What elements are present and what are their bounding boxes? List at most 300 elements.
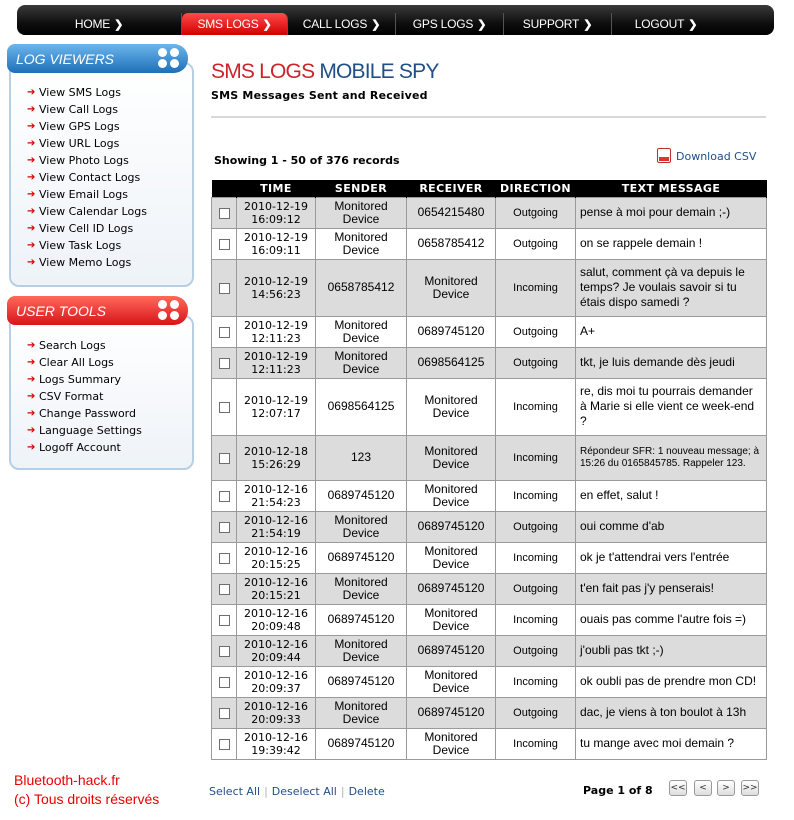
receiver-cell xyxy=(407,228,496,259)
direction-cell: Outgoing xyxy=(496,511,576,542)
direction-cell: Outgoing xyxy=(496,573,576,604)
page-subtitle: SMS Messages Sent and Received xyxy=(211,89,428,102)
time-date: 2010-12-16 xyxy=(244,513,308,527)
table-row xyxy=(212,666,767,697)
receiver-value: Device xyxy=(432,742,470,757)
arrow-right-icon: ➔ xyxy=(27,189,36,200)
log-viewers-panel xyxy=(9,62,194,287)
message-cell: oui comme d'ab xyxy=(576,511,767,542)
user-tools-title: USER TOOLS xyxy=(16,302,106,319)
sender-cell xyxy=(316,728,407,759)
row-checkbox[interactable] xyxy=(219,208,230,219)
delete-link[interactable]: Delete xyxy=(348,785,385,798)
row-checkbox[interactable] xyxy=(219,615,230,626)
nav-logout-label: LOGOUT xyxy=(634,17,685,31)
user-tools-list xyxy=(11,317,192,456)
receiver-cell xyxy=(407,635,496,666)
receiver-value: Device xyxy=(432,456,470,471)
sender-value: 0689745120 xyxy=(327,550,395,564)
log-viewers-header xyxy=(7,44,188,73)
next-page-button[interactable]: > xyxy=(717,780,735,796)
sender-value: Device xyxy=(342,242,380,257)
time-date: 2010-12-16 xyxy=(244,575,308,589)
message-cell: dac, je viens à ton boulot à 13h xyxy=(576,697,767,728)
message-cell: A+ xyxy=(576,316,767,347)
user-tool-item[interactable] xyxy=(27,371,192,388)
page-indicator: Page 1 of 8 xyxy=(583,784,653,797)
receiver-cell xyxy=(407,573,496,604)
user-tool-item-label: Clear All Logs xyxy=(39,356,114,369)
user-tool-item-label: Logoff Account xyxy=(39,441,121,454)
sender-cell xyxy=(316,511,407,542)
divider xyxy=(211,116,766,118)
deselect-all-link[interactable]: Deselect All xyxy=(271,785,337,798)
download-csv-label: Download CSV xyxy=(676,150,757,163)
log-viewer-item-label: View Calendar Logs xyxy=(39,205,147,218)
row-checkbox[interactable] xyxy=(219,283,230,294)
receiver-cell xyxy=(407,197,496,228)
header-select xyxy=(212,180,237,197)
sender-value: Device xyxy=(342,330,380,345)
receiver-cell xyxy=(407,347,496,378)
row-checkbox-cell xyxy=(212,511,237,542)
direction-cell: Incoming xyxy=(496,666,576,697)
sender-value: Monitored xyxy=(334,229,388,244)
sender-cell xyxy=(316,635,407,666)
time-cell xyxy=(237,316,316,347)
time-clock: 21:54:23 xyxy=(251,495,301,509)
time-cell xyxy=(237,197,316,228)
arrow-right-icon: ➔ xyxy=(27,206,36,217)
row-checkbox[interactable] xyxy=(219,327,230,338)
arrow-right-icon: ➔ xyxy=(27,425,36,436)
sender-cell xyxy=(316,259,407,316)
user-tool-item[interactable] xyxy=(27,439,192,456)
message-cell: tkt, je luis demande dès jeudi xyxy=(576,347,767,378)
time-clock: 20:09:37 xyxy=(251,681,301,695)
receiver-cell xyxy=(407,316,496,347)
sender-cell xyxy=(316,697,407,728)
log-viewer-item-label: View Contact Logs xyxy=(39,171,141,184)
page-title xyxy=(211,60,439,84)
time-date: 2010-12-19 xyxy=(244,199,308,213)
time-date: 2010-12-19 xyxy=(244,230,308,244)
receiver-cell xyxy=(407,728,496,759)
time-date: 2010-12-16 xyxy=(244,699,308,713)
row-checkbox-cell xyxy=(212,480,237,511)
direction-cell: Outgoing xyxy=(496,228,576,259)
sender-cell xyxy=(316,480,407,511)
table-row xyxy=(212,635,767,666)
table-row xyxy=(212,511,767,542)
time-date: 2010-12-16 xyxy=(244,482,308,496)
log-viewer-item-label: View Photo Logs xyxy=(39,154,129,167)
direction-cell: Outgoing xyxy=(496,635,576,666)
sender-value: 123 xyxy=(350,450,372,464)
arrow-right-icon: ➔ xyxy=(27,408,36,419)
sender-value: Device xyxy=(342,211,380,226)
log-viewer-item-label: View Cell ID Logs xyxy=(39,222,134,235)
direction-cell: Incoming xyxy=(496,728,576,759)
log-viewer-item[interactable] xyxy=(27,220,192,237)
row-checkbox-cell xyxy=(212,666,237,697)
row-checkbox-cell xyxy=(212,197,237,228)
sender-value: Device xyxy=(342,649,380,664)
header-direction: DIRECTION xyxy=(496,180,576,197)
direction-cell: Outgoing xyxy=(496,316,576,347)
message-cell: en effet, salut ! xyxy=(576,480,767,511)
time-clock: 21:54:19 xyxy=(251,526,301,540)
log-viewer-item-label: View Task Logs xyxy=(39,239,122,252)
log-viewer-item[interactable] xyxy=(27,203,192,220)
row-checkbox-cell xyxy=(212,435,237,480)
bulk-actions xyxy=(209,785,385,798)
download-csv-link[interactable] xyxy=(657,148,756,163)
table-row xyxy=(212,228,767,259)
receiver-cell xyxy=(407,511,496,542)
sender-value: Device xyxy=(342,361,380,376)
user-tool-item[interactable] xyxy=(27,388,192,405)
sender-value: 0689745120 xyxy=(327,612,395,626)
log-viewer-item-label: View URL Logs xyxy=(39,137,120,150)
table-row xyxy=(212,728,767,759)
dots-icon xyxy=(158,48,180,69)
receiver-value: Device xyxy=(432,556,470,571)
log-viewer-item[interactable] xyxy=(27,135,192,152)
row-checkbox-cell xyxy=(212,347,237,378)
first-page-button[interactable]: << xyxy=(669,780,687,796)
message-cell: ok oubli pas de prendre mon CD! xyxy=(576,666,767,697)
log-viewer-item-label: View SMS Logs xyxy=(39,86,121,99)
row-checkbox-cell xyxy=(212,316,237,347)
receiver-cell xyxy=(407,604,496,635)
user-tool-item[interactable] xyxy=(27,354,192,371)
time-cell xyxy=(237,480,316,511)
nav-logout[interactable] xyxy=(612,13,720,35)
receiver-value: 0698564125 xyxy=(417,355,485,369)
log-viewers-list xyxy=(11,64,192,271)
log-viewer-item[interactable] xyxy=(27,101,192,118)
receiver-cell xyxy=(407,697,496,728)
time-cell xyxy=(237,697,316,728)
row-checkbox-cell xyxy=(212,378,237,435)
message-cell: ouais pas comme l'autre fois =) xyxy=(576,604,767,635)
time-clock: 12:11:23 xyxy=(251,362,301,376)
receiver-value: 0689745120 xyxy=(417,643,485,657)
direction-cell: Incoming xyxy=(496,435,576,480)
nav-gps-logs[interactable] xyxy=(396,13,504,35)
log-viewer-item-label: View Memo Logs xyxy=(39,256,132,269)
prev-page-button[interactable]: < xyxy=(694,780,712,796)
table-row xyxy=(212,604,767,635)
select-all-link[interactable]: Select All xyxy=(209,785,261,798)
receiver-value: Monitored xyxy=(424,729,478,744)
receiver-cell xyxy=(407,480,496,511)
sender-cell xyxy=(316,228,407,259)
log-viewer-item[interactable] xyxy=(27,169,192,186)
time-clock: 12:11:23 xyxy=(251,331,301,345)
row-checkbox-cell xyxy=(212,604,237,635)
user-tools-header xyxy=(7,296,188,325)
time-clock: 20:09:44 xyxy=(251,650,301,664)
arrow-right-icon: ➔ xyxy=(27,223,36,234)
row-checkbox-cell xyxy=(212,228,237,259)
direction-cell: Incoming xyxy=(496,480,576,511)
row-checkbox-cell xyxy=(212,259,237,316)
row-checkbox[interactable] xyxy=(219,491,230,502)
log-viewer-item[interactable] xyxy=(27,186,192,203)
dots-icon xyxy=(158,300,180,321)
table-row xyxy=(212,435,767,480)
time-date: 2010-12-16 xyxy=(244,544,308,558)
receiver-value: Monitored xyxy=(424,481,478,496)
table-row xyxy=(212,697,767,728)
time-clock: 14:56:23 xyxy=(251,287,301,301)
receiver-value: 0689745120 xyxy=(417,519,485,533)
receiver-value: 0658785412 xyxy=(417,236,485,250)
time-date: 2010-12-16 xyxy=(244,668,308,682)
table-row xyxy=(212,197,767,228)
log-viewer-item-label: View GPS Logs xyxy=(39,120,120,133)
receiver-value: Monitored xyxy=(424,605,478,620)
row-checkbox-cell xyxy=(212,635,237,666)
time-date: 2010-12-19 xyxy=(244,393,308,407)
last-page-button[interactable]: >> xyxy=(741,780,759,796)
row-checkbox-cell xyxy=(212,542,237,573)
nav-call-logs[interactable] xyxy=(288,13,396,35)
arrow-right-icon: ➔ xyxy=(27,87,36,98)
time-date: 2010-12-16 xyxy=(244,606,308,620)
row-checkbox[interactable] xyxy=(219,522,230,533)
receiver-value: Device xyxy=(432,405,470,420)
user-tool-item-label: Logs Summary xyxy=(39,373,122,386)
message-cell: pense à moi pour demain ;-) xyxy=(576,197,767,228)
arrow-right-icon: ➔ xyxy=(27,172,36,183)
time-date: 2010-12-19 xyxy=(244,274,308,288)
row-checkbox-cell xyxy=(212,697,237,728)
time-clock: 20:09:33 xyxy=(251,712,301,726)
row-checkbox[interactable] xyxy=(219,677,230,688)
sender-value: Monitored xyxy=(334,574,388,589)
receiver-cell xyxy=(407,435,496,480)
log-viewer-item[interactable] xyxy=(27,118,192,135)
arrow-right-icon: ➔ xyxy=(27,374,36,385)
header-time: TIME xyxy=(237,180,316,197)
user-tool-item-label: Language Settings xyxy=(39,424,142,437)
sender-cell xyxy=(316,542,407,573)
time-cell xyxy=(237,511,316,542)
time-clock: 20:15:25 xyxy=(251,557,301,571)
nav-support-label: SUPPORT xyxy=(522,17,580,31)
time-date: 2010-12-18 xyxy=(244,444,308,458)
sender-value: Monitored xyxy=(334,512,388,527)
time-date: 2010-12-16 xyxy=(244,637,308,651)
arrow-right-icon: ➔ xyxy=(27,121,36,132)
credit-copyright: (c) Tous droits réservés xyxy=(14,791,160,807)
arrow-right-icon: ➔ xyxy=(27,138,36,149)
row-checkbox[interactable] xyxy=(219,358,230,369)
log-viewer-item[interactable] xyxy=(27,237,192,254)
time-cell xyxy=(237,573,316,604)
arrow-right-icon: ➔ xyxy=(27,340,36,351)
log-viewer-item-label: View Call Logs xyxy=(39,103,119,116)
time-cell xyxy=(237,435,316,480)
time-cell xyxy=(237,666,316,697)
user-tool-item-label: Search Logs xyxy=(39,339,106,352)
message-cell: j'oubli pas tkt ;-) xyxy=(576,635,767,666)
user-tool-item[interactable] xyxy=(27,337,192,354)
sender-cell xyxy=(316,378,407,435)
user-tools-panel xyxy=(9,315,194,470)
row-checkbox[interactable] xyxy=(219,646,230,657)
sender-value: Device xyxy=(342,587,380,602)
log-viewer-item-label: View Email Logs xyxy=(39,188,128,201)
sender-value: Monitored xyxy=(334,198,388,213)
time-clock: 16:09:11 xyxy=(251,243,301,257)
sender-value: Monitored xyxy=(334,698,388,713)
time-cell xyxy=(237,542,316,573)
receiver-cell xyxy=(407,378,496,435)
receiver-value: Monitored xyxy=(424,543,478,558)
arrow-right-icon: ➔ xyxy=(27,240,36,251)
time-clock: 16:09:12 xyxy=(251,212,301,226)
time-cell xyxy=(237,378,316,435)
nav-home[interactable] xyxy=(17,13,182,35)
chevron-right-icon: ❯ xyxy=(477,18,487,31)
sender-cell xyxy=(316,435,407,480)
arrow-right-icon: ➔ xyxy=(27,442,36,453)
log-viewer-item[interactable] xyxy=(27,84,192,101)
page-title-mobile-spy: MOBILE SPY xyxy=(314,60,439,83)
log-viewer-item[interactable] xyxy=(27,254,192,271)
row-checkbox[interactable] xyxy=(219,402,230,413)
message-cell: ok je t'attendrai vers l'entrée xyxy=(576,542,767,573)
arrow-right-icon: ➔ xyxy=(27,257,36,268)
message-cell: salut, comment çà va depuis le temps? Je voulais savoir si tu étais dispo samedi ? xyxy=(576,259,767,316)
sender-value: 0689745120 xyxy=(327,488,395,502)
chevron-right-icon: ❯ xyxy=(583,18,593,31)
row-checkbox-cell xyxy=(212,573,237,604)
row-checkbox[interactable] xyxy=(219,239,230,250)
time-clock: 19:39:42 xyxy=(251,743,301,757)
sender-value: 0689745120 xyxy=(327,674,395,688)
time-clock: 12:07:17 xyxy=(251,406,301,420)
arrow-right-icon: ➔ xyxy=(27,155,36,166)
message-cell: on se rappele demain ! xyxy=(576,228,767,259)
log-viewers-title: LOG VIEWERS xyxy=(16,50,115,67)
direction-cell: Outgoing xyxy=(496,197,576,228)
sender-cell xyxy=(316,604,407,635)
table-row xyxy=(212,347,767,378)
user-tool-item[interactable] xyxy=(27,405,192,422)
user-tool-item[interactable] xyxy=(27,422,192,439)
direction-cell: Incoming xyxy=(496,259,576,316)
sender-value: Monitored xyxy=(334,317,388,332)
row-checkbox[interactable] xyxy=(219,584,230,595)
receiver-value: 0654215480 xyxy=(417,205,485,219)
direction-cell: Outgoing xyxy=(496,697,576,728)
separator: | xyxy=(264,785,268,798)
receiver-value: Monitored xyxy=(424,667,478,682)
sender-cell xyxy=(316,573,407,604)
time-clock: 15:26:29 xyxy=(251,457,301,471)
receiver-value: Device xyxy=(432,680,470,695)
sender-cell xyxy=(316,347,407,378)
nav-home-label: HOME xyxy=(74,17,111,31)
receiver-cell xyxy=(407,542,496,573)
sms-logs-table xyxy=(211,180,767,760)
receiver-value: 0689745120 xyxy=(417,324,485,338)
sender-cell xyxy=(316,666,407,697)
table-row xyxy=(212,480,767,511)
time-date: 2010-12-19 xyxy=(244,318,308,332)
table-row xyxy=(212,573,767,604)
receiver-value: Monitored xyxy=(424,443,478,458)
chevron-right-icon: ❯ xyxy=(371,18,381,31)
table-row xyxy=(212,259,767,316)
time-cell xyxy=(237,259,316,316)
time-clock: 20:09:48 xyxy=(251,619,301,633)
row-checkbox[interactable] xyxy=(219,553,230,564)
table-row xyxy=(212,542,767,573)
message-cell: tu mange avec moi demain ? xyxy=(576,728,767,759)
nav-gps-logs-label: GPS LOGS xyxy=(412,17,474,31)
nav-sms-logs-label: SMS LOGS xyxy=(197,17,259,31)
top-nav xyxy=(17,5,774,35)
sender-value: 0698564125 xyxy=(327,399,395,413)
direction-cell: Outgoing xyxy=(496,347,576,378)
row-checkbox[interactable] xyxy=(219,708,230,719)
time-cell xyxy=(237,728,316,759)
time-cell xyxy=(237,635,316,666)
table-row xyxy=(212,316,767,347)
receiver-value: Monitored xyxy=(424,273,478,288)
table-header-row xyxy=(212,180,767,197)
time-date: 2010-12-16 xyxy=(244,730,308,744)
nav-support[interactable] xyxy=(504,13,612,35)
nav-sms-logs[interactable] xyxy=(182,13,288,35)
chevron-right-icon: ❯ xyxy=(114,18,124,31)
receiver-value: Device xyxy=(432,286,470,301)
user-tool-item-label: Change Password xyxy=(39,407,136,420)
sender-value: 0658785412 xyxy=(327,280,395,294)
chevron-right-icon: ❯ xyxy=(262,18,272,31)
receiver-value: 0689745120 xyxy=(417,705,485,719)
sender-cell xyxy=(316,197,407,228)
message-cell: re, dis moi tu pourrais demander à Marie si elle vient ce week-end ? xyxy=(576,378,767,435)
sender-value: Monitored xyxy=(334,348,388,363)
log-viewer-item[interactable] xyxy=(27,152,192,169)
receiver-value: Device xyxy=(432,494,470,509)
row-checkbox[interactable] xyxy=(219,453,230,464)
arrow-right-icon: ➔ xyxy=(27,357,36,368)
header-sender: SENDER xyxy=(316,180,407,197)
sender-value: Device xyxy=(342,711,380,726)
message-cell: Répondeur SFR: 1 nouveau message; à 15:26 du 0165845785. Rappeler 123. xyxy=(576,435,767,480)
receiver-value: Device xyxy=(432,618,470,633)
direction-cell: Incoming xyxy=(496,542,576,573)
user-tool-item-label: CSV Format xyxy=(39,390,104,403)
credit-site: Bluetooth-hack.fr xyxy=(14,772,120,788)
receiver-value: Monitored xyxy=(424,392,478,407)
separator: | xyxy=(340,785,345,798)
time-cell xyxy=(237,604,316,635)
time-cell xyxy=(237,228,316,259)
table-row xyxy=(212,378,767,435)
time-cell xyxy=(237,347,316,378)
header-text-message: TEXT MESSAGE xyxy=(576,180,767,197)
row-checkbox[interactable] xyxy=(219,739,230,750)
